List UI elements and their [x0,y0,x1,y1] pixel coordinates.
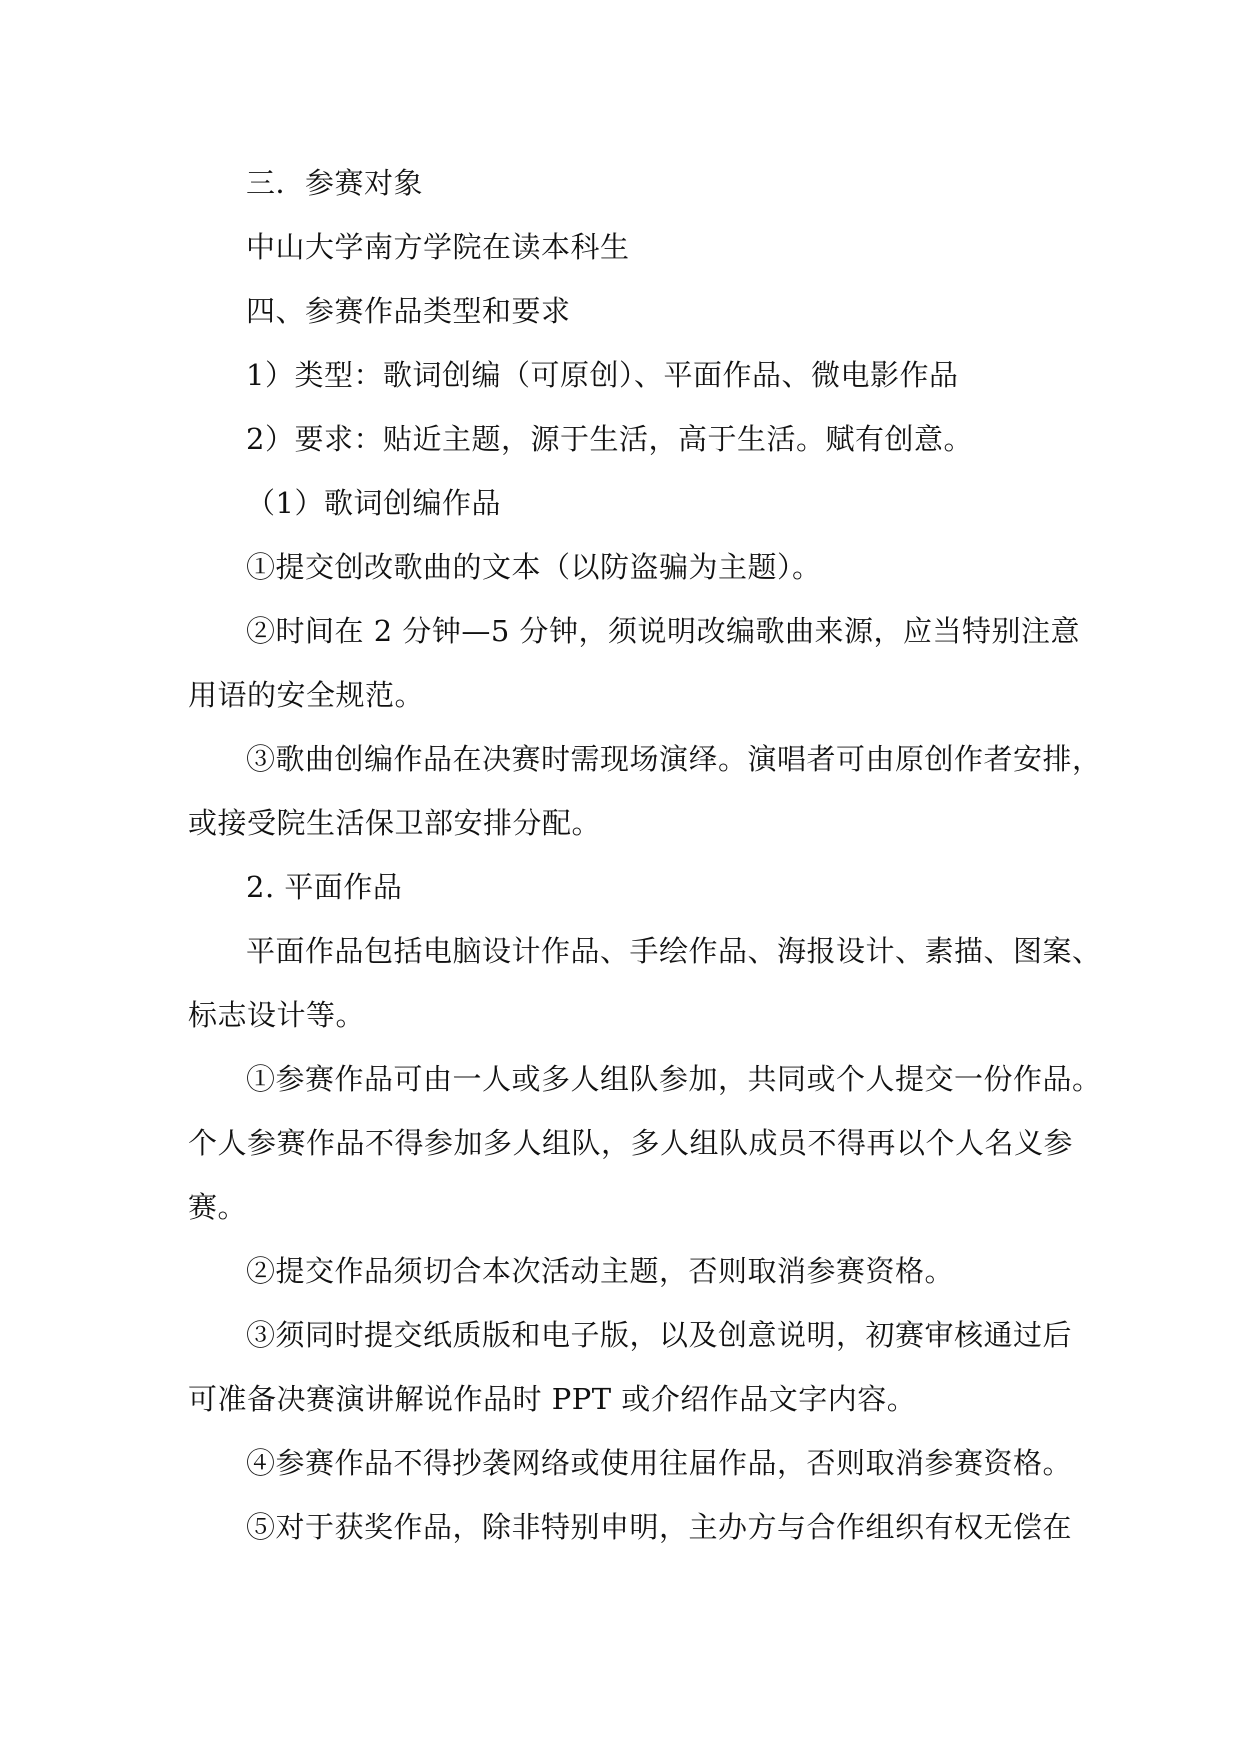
paragraph-line: ④参赛作品不得抄袭网络或使用往届作品，否则取消参赛资格。 [246,1446,1073,1480]
paragraph-line: ①参赛作品可由一人或多人组队参加，共同或个人提交一份作品。 [246,1062,1102,1096]
paragraph-line: ①提交创改歌曲的文本（以防盗骗为主题）。 [246,550,822,584]
paragraph-line: 赛。 [188,1190,248,1224]
paragraph-line: 可准备决赛演讲解说作品时 PPT 或介绍作品文字内容。 [188,1382,917,1416]
subsection-heading-lyrics: （1）歌词创编作品 [246,486,501,520]
paragraph-line: ②提交作品须切合本次活动主题，否则取消参赛资格。 [246,1254,955,1288]
paragraph-line: 平面作品包括电脑设计作品、手绘作品、海报设计、素描、图案、 [246,934,1102,968]
paragraph-line: ②时间在 2 分钟—5 分钟，须说明改编歌曲来源，应当特别注意 [246,614,1081,648]
paragraph-line: ③须同时提交纸质版和电子版，以及创意说明，初赛审核通过后 [246,1318,1073,1352]
paragraph-line: 个人参赛作品不得参加多人组队，多人组队成员不得再以个人名义参 [188,1126,1074,1160]
paragraph-line: 用语的安全规范。 [188,678,425,712]
paragraph-line: 1）类型：歌词创编（可原创）、平面作品、微电影作品 [246,358,959,392]
paragraph-line: 中山大学南方学院在读本科生 [246,230,630,264]
subsection-heading-graphic: 2. 平面作品 [246,870,403,904]
paragraph-line: 2）要求：贴近主题，源于生活，高于生活。赋有创意。 [246,422,973,456]
paragraph-line: 标志设计等。 [188,998,366,1032]
paragraph-line: ③歌曲创编作品在决赛时需现场演绎。演唱者可由原创作者安排， [246,742,1102,776]
section-heading-work-types: 四、参赛作品类型和要求 [246,294,571,328]
paragraph-line: 或接受院生活保卫部安排分配。 [188,806,602,840]
paragraph-line: ⑤对于获奖作品，除非特别申明，主办方与合作组织有权无偿在 [246,1510,1073,1544]
section-heading-participants: 三．参赛对象 [246,166,424,200]
